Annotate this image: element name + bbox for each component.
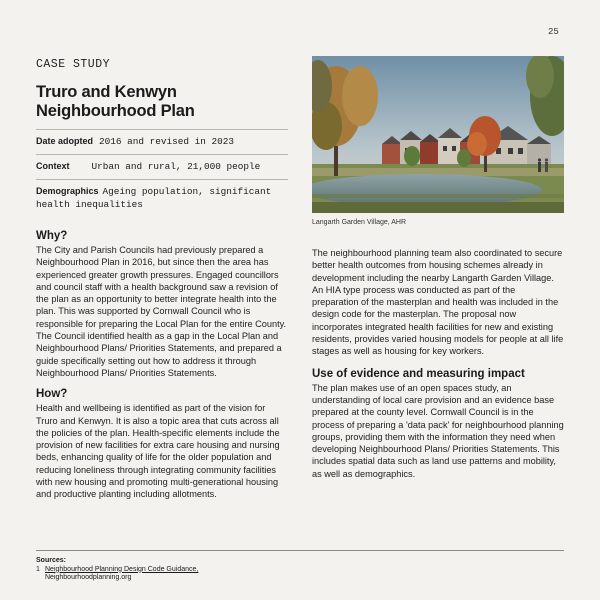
why-text: The City and Parish Councils had previously prepared a Neighbourhood Plan in 2016, but since then the area has experienced greater growth pressures. Engaged councillors and council staff with a health background saw a revision of the plan as an opportunity to better integrate health into the plan. This was supported by Cornwall Council who is responsible for preparing the Local Plan for the entire County. The Council identified health as a gap in the Local Plan and Neighbourhood Plans/ Priorities Statements, and prepared a guide specifically setting out how to address it through Neighbourhood Plans/ Priorities Statements. <box>36 245 287 378</box>
context-label: Context <box>36 161 70 171</box>
source-site: Neighbourhoodplanning.org <box>45 574 132 582</box>
right-column <box>312 56 564 480</box>
right-paragraph: The neighbourhood planning team also coordinated to secure better health outcomes from housing schemes already in development including the nearby Langarth Garden Village. An HIA type process was conducted as part of the preparation of the masterplan and health was included in the design code for the masterplan. The proposal now incorporates integrated health facilities for new and existing residents, provides varied housing models for people at all life stages as well as housing for key workers. <box>312 248 564 357</box>
date-value: 2016 and revised in 2023 <box>99 136 235 147</box>
evidence-text: The plan makes use of an open spaces study, an understanding of local care provision and an evidence base prepared at the county level. Cornwall Council is in the process of preparing a 'data pack' for neighbourhood planning groups, providing them with the information they need when developing Neighbourhood Plans/ Priorities Statements. This includes spatial data such as land use patterns and mobility, as well as demographics. <box>312 382 564 479</box>
meta-row-context <box>36 155 288 180</box>
meta-row-demographics <box>36 180 288 211</box>
page-title <box>36 83 288 121</box>
eyebrow-label: CASE STUDY <box>36 58 111 71</box>
demographics-label: Demographics <box>36 186 99 196</box>
meta-table <box>36 129 288 211</box>
source-number: 1 <box>36 565 40 573</box>
context-value: Urban and rural, 21,000 people <box>91 161 261 172</box>
left-column <box>36 58 288 501</box>
meta-row-date <box>36 130 288 155</box>
footer-divider <box>36 550 564 551</box>
demographics-value: Ageing population, significant health inequalities <box>36 186 272 210</box>
garden-village-illustration <box>312 56 564 213</box>
title-line-1: Truro and Kenwyn <box>36 83 177 101</box>
source-item <box>36 566 336 583</box>
sources-title: Sources: <box>36 557 66 564</box>
sources <box>36 557 336 583</box>
hero-image <box>312 56 564 213</box>
title-line-2: Neighbourhood Plan <box>36 102 195 120</box>
source-link[interactable]: Neighbourhood Planning Design Code Guidance, <box>45 565 199 573</box>
why-heading: Why? <box>36 230 68 242</box>
evidence-heading: Use of evidence and measuring impact <box>312 367 525 380</box>
image-caption: Langarth Garden Village, AHR <box>312 219 407 226</box>
page-number: 25 <box>548 27 559 37</box>
how-heading: How? <box>36 388 68 401</box>
how-text: Health and wellbeing is identified as part of the vision for Truro and Kenwyn. It is also a topic area that cuts across all the policies of the plan. Health-specific elements include the provision of new facilities for extra care housing and nursing beds, enhancing quality of life for the older population and reducing loneliness through integrating community facilities with new housing and promoting multi-generational housing and productive planting including allotments. <box>36 403 280 500</box>
date-label: Date adopted <box>36 136 94 146</box>
